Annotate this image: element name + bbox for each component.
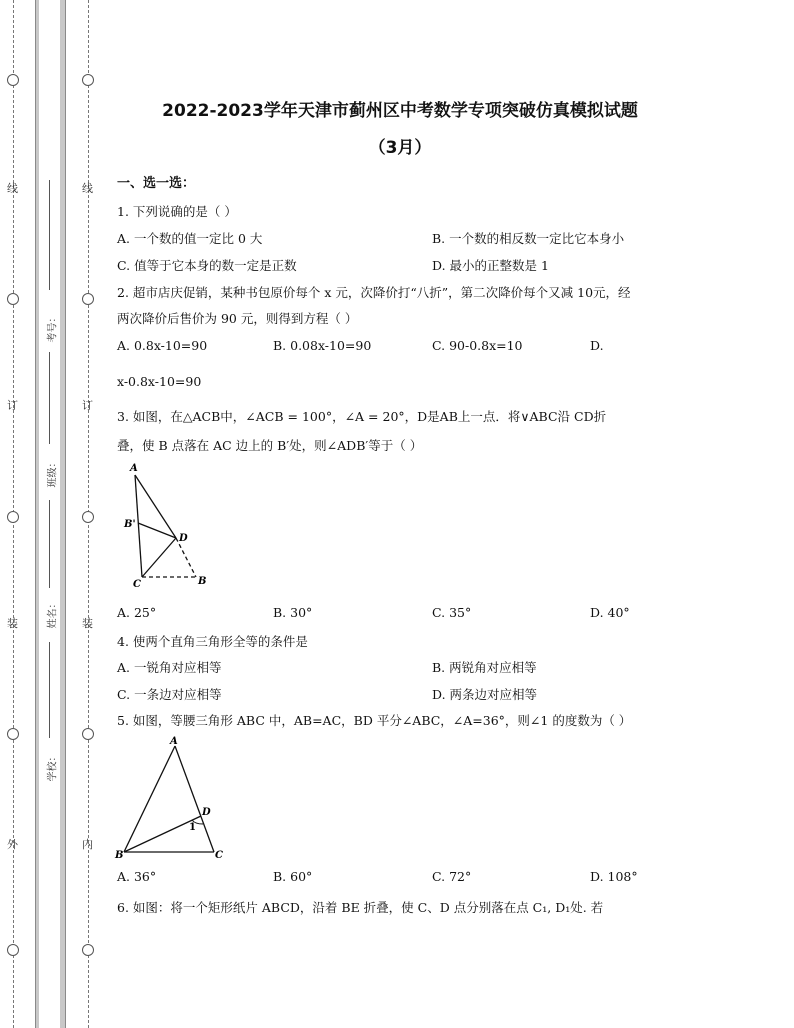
binding-hole-icon bbox=[7, 74, 19, 86]
binding-hole-icon bbox=[82, 728, 94, 740]
question-3-option-d[interactable]: D. 40° bbox=[590, 605, 630, 620]
question-5-option-b[interactable]: B. 60° bbox=[273, 869, 313, 884]
question-2-option-c[interactable]: C. 90-0.8x=10 bbox=[432, 338, 523, 353]
margin-char: 订 bbox=[82, 399, 93, 412]
point-label: B bbox=[198, 576, 207, 587]
binding-hole-icon bbox=[7, 728, 19, 740]
question-3-option-c[interactable]: C. 35° bbox=[432, 605, 472, 620]
question-5-option-c[interactable]: C. 72° bbox=[432, 869, 472, 884]
segment-b-prime-d bbox=[138, 523, 176, 538]
question-4-stem: 4. 使两个直角三角形全等的条件是 bbox=[117, 634, 308, 649]
binding-hole-icon bbox=[82, 511, 94, 523]
question-2-option-b[interactable]: B. 0.08x-10=90 bbox=[273, 338, 372, 353]
section-heading: 一、选一选： bbox=[117, 176, 196, 191]
question-4-option-d[interactable]: D. 两条边对应相等 bbox=[432, 687, 538, 702]
margin-char: 外 bbox=[7, 838, 18, 851]
question-2-stem-line1: 2. 超市店庆促销，某种书包原价每个 x 元，次降价打“八折”，第二次降价每个又减 10元，经 bbox=[117, 285, 631, 300]
question-4-option-b[interactable]: B. 两锐角对应相等 bbox=[432, 660, 537, 675]
field-label-class: 班级： bbox=[47, 457, 59, 488]
question-1-option-a[interactable]: A. 一个数的值一定比 0 大 bbox=[117, 231, 263, 246]
point-label: A bbox=[170, 736, 178, 747]
question-2-stem-line2: 两次降价后售价为 90 元，则得到方程（ ） bbox=[117, 311, 358, 326]
question-6-stem: 6. 如图：将一个矩形纸片 ABCD，沿着 BE 折叠，使 C、D 点分别落在点 C₁, D₁处. 若 bbox=[117, 900, 604, 915]
segment-cd bbox=[142, 538, 176, 577]
point-label: B bbox=[115, 850, 124, 861]
point-label: C bbox=[133, 579, 141, 590]
question-3-stem-line2: 叠，使 B 点落在 AC 边上的 B′处，则∠ADB′等于（ ） bbox=[117, 438, 423, 453]
question-3-figure bbox=[118, 460, 218, 590]
question-1-option-c[interactable]: C. 值等于它本身的数一定是正数 bbox=[117, 258, 297, 273]
margin-char: 线 bbox=[82, 182, 93, 195]
question-2-option-d[interactable]: D. bbox=[590, 338, 604, 353]
question-5-stem: 5. 如图，等腰三角形 ABC 中，AB=AC，BD 平分∠ABC，∠A=36°，则∠1 的度数为（ ） bbox=[117, 713, 632, 728]
field-line-name[interactable] bbox=[49, 500, 50, 588]
segment-ad bbox=[135, 475, 176, 538]
binding-hole-icon bbox=[82, 944, 94, 956]
point-label: D bbox=[179, 533, 188, 544]
page-subtitle: （3月） bbox=[368, 138, 432, 158]
field-label-name: 姓名： bbox=[47, 598, 59, 629]
margin-char: 订 bbox=[7, 399, 18, 412]
point-label: D bbox=[202, 807, 211, 818]
question-3-option-b[interactable]: B. 30° bbox=[273, 605, 313, 620]
question-1-option-d[interactable]: D. 最小的正整数是 1 bbox=[432, 258, 549, 273]
question-1-stem: 1. 下列说确的是（ ） bbox=[117, 204, 237, 219]
binding-hole-icon bbox=[82, 74, 94, 86]
margin-char: 内 bbox=[82, 838, 93, 851]
binding-hole-icon bbox=[7, 511, 19, 523]
binding-hole-icon bbox=[7, 944, 19, 956]
question-1-option-b[interactable]: B. 一个数的相反数一定比它本身小 bbox=[432, 231, 625, 246]
point-label: C bbox=[215, 850, 223, 861]
margin-char: 线 bbox=[7, 182, 18, 195]
field-label-exam-no: 考号： bbox=[47, 312, 59, 343]
point-label: A bbox=[130, 463, 138, 474]
question-5-option-d[interactable]: D. 108° bbox=[590, 869, 638, 884]
binding-hole-icon bbox=[82, 293, 94, 305]
question-3-option-a[interactable]: A. 25° bbox=[117, 605, 157, 620]
segment-ac bbox=[175, 746, 214, 852]
field-line-school[interactable] bbox=[49, 642, 50, 738]
margin-char: 装 bbox=[7, 617, 18, 630]
point-label: B' bbox=[124, 519, 136, 530]
segment-ab bbox=[124, 746, 175, 852]
field-label-school: 学校： bbox=[47, 751, 59, 782]
question-4-option-a[interactable]: A. 一锐角对应相等 bbox=[117, 660, 222, 675]
field-line-exam-no[interactable] bbox=[49, 180, 50, 290]
question-2-option-a[interactable]: A. 0.8x-10=90 bbox=[117, 338, 208, 353]
question-4-option-c[interactable]: C. 一条边对应相等 bbox=[117, 687, 222, 702]
margin-char: 装 bbox=[82, 617, 93, 630]
question-2-option-d-cont: x-0.8x-10=90 bbox=[117, 374, 202, 389]
question-5-figure bbox=[112, 732, 232, 864]
binding-hole-icon bbox=[7, 293, 19, 305]
segment-ac bbox=[135, 475, 142, 577]
angle-label: 1 bbox=[189, 822, 196, 833]
question-3-stem-line1: 3. 如图，在△ACB中，∠ACB = 100°，∠A = 20°，D是AB上一点．将∨ABC沿 CD折 bbox=[117, 409, 607, 424]
field-line-class[interactable] bbox=[49, 352, 50, 444]
page-title: 2022-2023学年天津市蓟州区中考数学专项突破仿真模拟试题 bbox=[162, 101, 638, 121]
question-5-option-a[interactable]: A. 36° bbox=[117, 869, 157, 884]
